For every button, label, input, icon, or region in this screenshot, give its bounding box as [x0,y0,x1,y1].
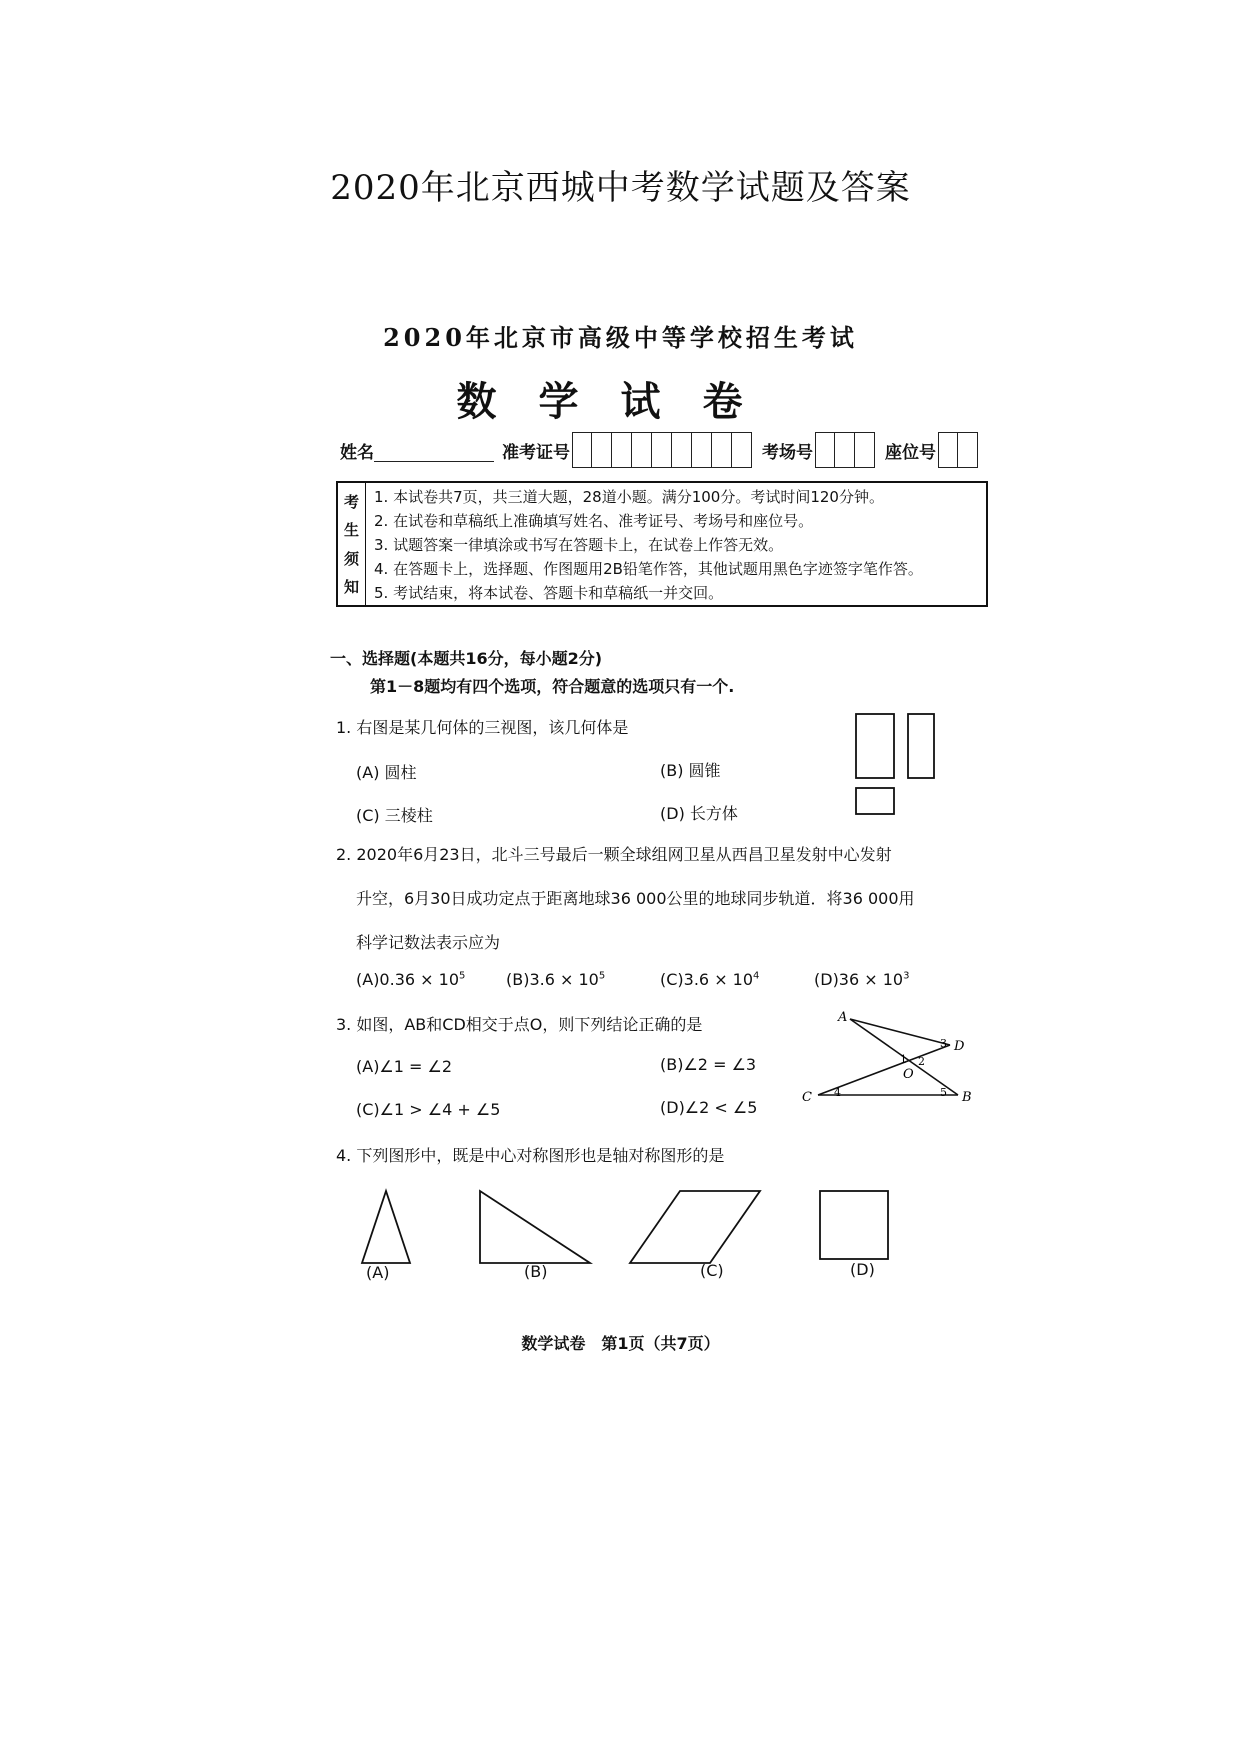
square-figure [820,1191,888,1259]
three-view-figure [850,710,950,820]
section-heading: 一、选择题(本题共16分，每小题2分) [330,649,603,668]
question-1-stem: 1. 右图是某几何体的三视图，该几何体是 [336,718,629,737]
room-label: 考场号 [762,442,813,463]
page-footer: 数学试卷 第1页（共7页） [521,1334,720,1353]
label-c: C [802,1090,812,1105]
isosceles-triangle-figure [362,1191,410,1263]
label-a: A [838,1010,848,1025]
q4-label-d: (D) [850,1260,875,1279]
q3-option-a: (A)∠1 = ∠2 [356,1057,453,1076]
segment-ad [850,1019,950,1045]
notice-header [338,483,366,605]
intersecting-lines-figure [800,1005,985,1115]
side-view [908,714,934,778]
exam-title: 2020年北京市高级中等学校招生考试 [383,323,858,352]
exam-subject: 数学试卷 [456,379,785,425]
notice-item: 4. 在答题卡上，选择题、作图题用2B铅笔作答，其他试题用黑色字迹签字笔作答。 [374,560,923,578]
q1-option-b: (B) 圆锥 [660,761,721,780]
notice-header-char: 考 [343,492,359,511]
angle-3-label: 3 [940,1037,947,1050]
notice-header-char: 知 [343,578,359,597]
angle-2-label: 2 [918,1055,925,1068]
q3-option-d: (D)∠2 < ∠5 [660,1098,758,1117]
notice-item: 3. 试题答案一律填涂或书写在答题卡上，在试卷上作答无效。 [374,536,784,554]
seat-label: 座位号 [885,442,936,463]
notice-header-char: 生 [343,521,359,540]
notice-list [366,483,986,605]
q3-option-c: (C)∠1 > ∠4 + ∠5 [356,1100,501,1119]
q4-label-c: (C) [700,1261,724,1280]
ticket-label: 准考证号 [502,442,570,463]
ticket-number-boxes [572,432,752,468]
candidate-notice-box [336,481,988,607]
notice-header-char: 须 [343,549,359,568]
label-d: D [954,1039,965,1054]
name-blank [374,439,494,462]
angle-4-label: 4 [834,1086,841,1099]
question-2-line-1: 2. 2020年6月23日，北斗三号最后一颗全球组网卫星从西昌卫星发射中心发射 [336,845,892,864]
angle-5-label: 5 [940,1086,947,1099]
q4-figures [350,1185,970,1275]
right-triangle-figure [480,1191,590,1263]
name-label: 姓名 [340,442,374,463]
room-number-boxes [815,432,875,468]
label-o: O [903,1067,914,1082]
question-4-stem: 4. 下列图形中，既是中心对称图形也是轴对称图形的是 [336,1146,725,1165]
section-instruction: 第1－8题均有四个选项，符合题意的选项只有一个. [370,677,735,696]
front-view [856,714,894,778]
notice-item: 1. 本试卷共7页，共三道大题，28道小题。满分100分。考试时间120分钟。 [374,488,884,506]
angle-1-label: 1 [900,1053,907,1066]
seat-number-boxes [938,432,978,468]
q2-option-d: $(D)36 \times 10^3$ [814,970,910,989]
q3-option-b: (B)∠2 = ∠3 [660,1055,757,1074]
label-b: B [962,1090,972,1105]
top-view [856,788,894,814]
parallelogram-figure [630,1191,760,1263]
q2-option-a: $(A)0.36 \times 10^5$ [356,970,466,989]
question-2-line-2: 升空，6月30日成功定点于距离地球36 000公里的地球同步轨道．将36 000用 [356,889,915,908]
q2-option-b: $(B)3.6 \times 10^5$ [506,970,606,989]
candidate-info-row [340,432,988,468]
q1-option-c: (C) 三棱柱 [356,806,433,825]
q4-label-b: (B) [524,1262,548,1281]
notice-item: 2. 在试卷和草稿纸上准确填写姓名、准考证号、考场号和座位号。 [374,512,814,530]
notice-item: 5. 考试结束，将本试卷、答题卡和草稿纸一并交回。 [374,584,724,602]
q1-option-a: (A) 圆柱 [356,763,417,782]
question-3-stem: 3. 如图，AB和CD相交于点O，则下列结论正确的是 [336,1015,703,1034]
q2-option-c: $(C)3.6 \times 10^4$ [660,970,760,989]
question-2-line-3: 科学记数法表示应为 [356,933,501,952]
document-title: 2020年北京西城中考数学试题及答案 [330,168,911,208]
q1-option-d: (D) 长方体 [660,804,738,823]
q4-label-a: (A) [366,1263,390,1282]
